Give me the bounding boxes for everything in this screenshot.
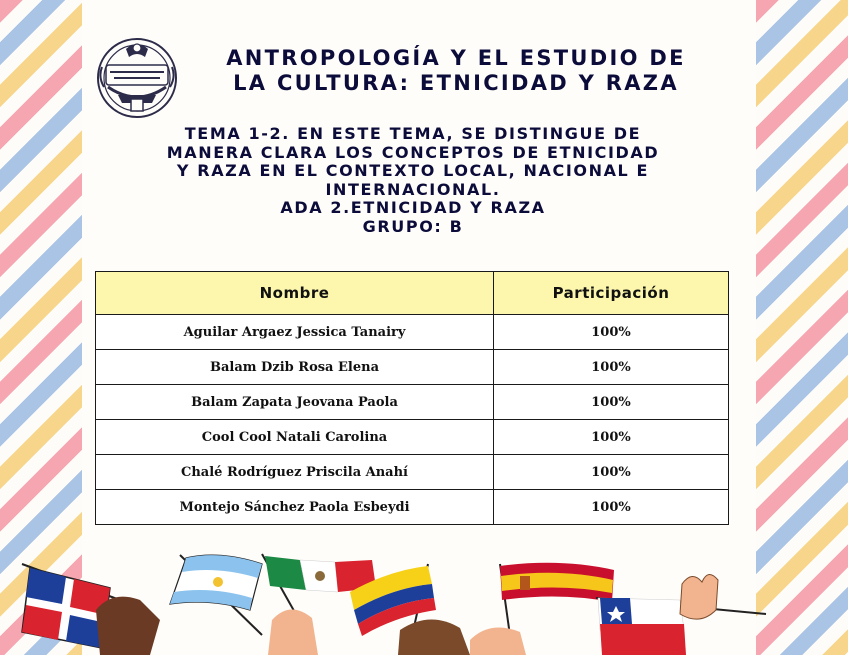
- cell-participation: 100%: [494, 490, 729, 525]
- table-row: [96, 385, 729, 420]
- cell-name: Balam Dzib Rosa Elena: [96, 350, 494, 385]
- subtitle-line-2: MANERA CLARA LOS CONCEPTOS DE ETNICIDAD: [166, 142, 660, 162]
- title-line-2: LA CULTURA: ETNICIDAD Y RAZA: [233, 71, 679, 95]
- participation-table: [95, 271, 729, 525]
- table-row: [96, 455, 729, 490]
- cell-name: Montejo Sánchez Paola Esbeydi: [96, 490, 494, 525]
- page-title: [196, 46, 716, 96]
- topic-description: [110, 125, 716, 236]
- cell-participation: 100%: [494, 315, 729, 350]
- cell-name: Chalé Rodríguez Priscila Anahí: [96, 455, 494, 490]
- cell-name: Balam Zapata Jeovana Paola: [96, 385, 494, 420]
- cell-participation: 100%: [494, 385, 729, 420]
- flags-illustration: [0, 540, 848, 655]
- table-row: [96, 315, 729, 350]
- table-header-row: [96, 272, 729, 315]
- subtitle-line-1: TEMA 1-2. EN ESTE TEMA, SE DISTINGUE DE: [184, 124, 642, 143]
- cell-participation: 100%: [494, 455, 729, 490]
- cell-participation: 100%: [494, 350, 729, 385]
- column-header-participation: Participación: [494, 272, 729, 315]
- subtitle-line-4: INTERNACIONAL.: [325, 179, 501, 199]
- cell-participation: 100%: [494, 420, 729, 455]
- table-row: [96, 490, 729, 525]
- dominican-republic-flag-icon: [22, 564, 160, 655]
- subtitle-line-5: ADA 2.ETNICIDAD Y RAZA: [280, 198, 546, 217]
- cell-name: Cool Cool Natali Carolina: [96, 420, 494, 455]
- cell-name: Aguilar Argaez Jessica Tanairy: [96, 315, 494, 350]
- university-seal-logo: [96, 37, 178, 119]
- subtitle-line-3: Y RAZA EN EL CONTEXTO LOCAL, NACIONAL E: [176, 161, 650, 180]
- argentina-flag-icon: [170, 555, 262, 635]
- table-row: [96, 350, 729, 385]
- title-line-1: ANTROPOLOGÍA Y EL ESTUDIO DE: [226, 46, 686, 70]
- subtitle-line-6: GRUPO: B: [362, 216, 464, 236]
- spain-flag-icon: [470, 563, 614, 655]
- chile-flag-icon: [596, 574, 766, 655]
- column-header-name: Nombre: [96, 272, 494, 315]
- table-row: [96, 420, 729, 455]
